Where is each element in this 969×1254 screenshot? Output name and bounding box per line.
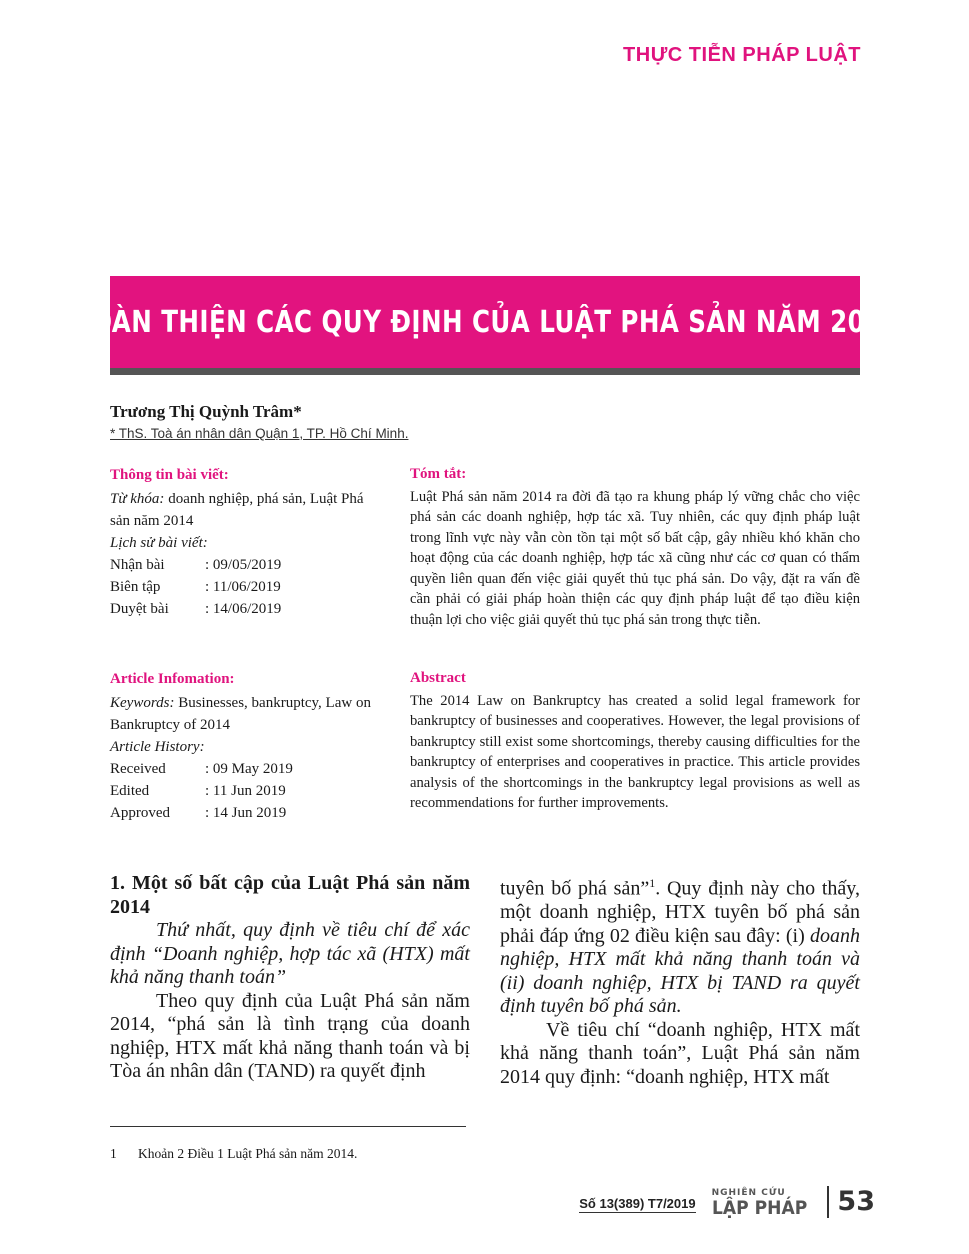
history-key: Biên tập xyxy=(110,579,161,595)
history-row xyxy=(110,758,380,780)
article-info-heading: Thông tin bài viết: xyxy=(110,467,229,483)
history-row xyxy=(110,554,380,576)
history-key: Received xyxy=(110,761,166,777)
footnote-ref: 1 xyxy=(649,876,656,890)
history-row xyxy=(110,598,380,620)
paragraph: Theo quy định của Luật Phá sản năm 2014, “phá sản là tình trạng của doanh nghiệp, HTX mất khả năng thanh toán và bị Tòa án nhân dân (TAND) ra quyết định xyxy=(110,989,470,1082)
section-label: THỰC TIỄN PHÁP LUẬT xyxy=(623,44,861,66)
keywords-label: Từ khóa: xyxy=(110,491,165,507)
history-key: Edited xyxy=(110,783,150,799)
abstract-heading: Abstract xyxy=(410,670,466,686)
keywords-label: Keywords: xyxy=(110,695,175,711)
history-value: : 11/06/2019 xyxy=(205,579,281,595)
body-column-left xyxy=(110,872,470,1084)
history-value: : 11 Jun 2019 xyxy=(205,783,286,799)
author-name: Trương Thị Quỳnh Trâm* xyxy=(110,402,302,421)
page-footer xyxy=(579,1186,875,1218)
paragraph-continued xyxy=(500,872,860,1019)
keywords-value: Businesses, bankruptcy, Law on Bankruptcy of 2014 xyxy=(110,695,371,733)
author-affiliation: * ThS. Toà án nhân dân Quận 1, TP. Hồ Chí Minh. xyxy=(110,426,409,441)
section-heading: 1. Một số bất cập của Luật Phá sản năm 2014 xyxy=(110,872,470,918)
summary-text: Luật Phá sản năm 2014 ra đời đã tạo ra khung pháp lý vững chắc cho việc phá sản các doanh nghiệp, hợp tác xã. Tuy nhiên, các quy định pháp luật trong lĩnh vực này vẫn còn tồn tại một số bất cập, gây nhiều khó khăn cho hoạt động của các doanh nghiệp, hợp tác xã cũng như các cơ quan có thẩm quyền liên quan đến việc giải quyết thủ tục phá sản. Do vậy, đặt ra vấn đề cần phải có giải pháp hoàn thiện các quy định pháp luật để tạo điều kiện thuận lợi cho việc giải quyết thủ tục phá sản trong thực tiễn. xyxy=(410,488,860,628)
history-key: Nhận bài xyxy=(110,557,165,573)
article-info-vi xyxy=(110,464,380,620)
footnote xyxy=(110,1146,357,1162)
abstract-en xyxy=(410,668,860,814)
history-row xyxy=(110,802,380,824)
article-title: HOÀN THIỆN CÁC QUY ĐỊNH CỦA LUẬT PHÁ SẢN NĂM 2014 xyxy=(69,304,901,340)
history-value: : 14/06/2019 xyxy=(205,601,282,617)
paragraph-text: . Quy định này cho thấy, một doanh nghiệp, HTX tuyên bố phá sản phải đáp ứng 02 điều kiện sau đây: (i) xyxy=(500,877,860,947)
paragraph-text-italic: doanh nghiệp, HTX mất khả năng thanh toán và (ii) doanh nghiệp, HTX bị TAND ra quyết định tuyên bố phá sản. xyxy=(500,924,860,1018)
history-key: Approved xyxy=(110,805,170,821)
history-value: : 09 May 2019 xyxy=(205,761,293,777)
paragraph-text: tuyên bố phá sản” xyxy=(500,877,650,900)
history-value: : 09/05/2019 xyxy=(205,557,282,573)
subheading: Thứ nhất, quy định về tiêu chí để xác định “Doanh nghiệp, hợp tác xã (HTX) mất khả năng thanh toán” xyxy=(110,919,470,988)
page-number: 53 xyxy=(827,1186,875,1218)
footnote-number: 1 xyxy=(110,1146,117,1161)
history-value: : 14 Jun 2019 xyxy=(205,805,287,821)
keywords-vi xyxy=(110,488,380,532)
title-band xyxy=(69,276,901,368)
article-info-en xyxy=(110,668,380,824)
abstract-text: The 2014 Law on Bankruptcy has created a solid legal framework for bankruptcy of businesses and cooperatives. However, the legal provisions of bankruptcy still exist some shortcomings, thereby causing difficulties for the bankruptcy of enterprises and cooperatives in practice. This article provides analysis of the shortcomings in the bankruptcy legal provisions as well as recommendations for further improvements. xyxy=(410,692,860,811)
keywords-en xyxy=(110,692,380,736)
footnote-text: Khoản 2 Điều 1 Luật Phá sản năm 2014. xyxy=(138,1146,358,1161)
issue-number: Số 13(389) T7/2019 xyxy=(579,1196,696,1211)
body-column-right xyxy=(500,872,860,1089)
history-label: Article History: xyxy=(110,739,205,755)
history-row xyxy=(110,576,380,598)
history-row xyxy=(110,780,380,802)
journal-name-top: NGHIÊN CỨU xyxy=(711,1188,786,1198)
summary-vi xyxy=(410,464,860,630)
article-info-heading: Article Infomation: xyxy=(110,671,235,687)
journal-logo xyxy=(712,1188,818,1218)
history-key: Duyệt bài xyxy=(110,601,169,617)
footnote-divider xyxy=(110,1126,466,1127)
paragraph: Về tiêu chí “doanh nghiệp, HTX mất khả năng thanh toán”, Luật Phá sản năm 2014 quy định: “doanh nghiệp, HTX mất xyxy=(500,1018,860,1088)
journal-name-bottom: LẬP PHÁP xyxy=(711,1197,807,1219)
keywords-value: doanh nghiệp, phá sản, Luật Phá sản năm 2014 xyxy=(110,491,364,529)
summary-heading: Tóm tắt: xyxy=(410,466,467,482)
history-label: Lịch sử bài viết: xyxy=(110,535,208,551)
